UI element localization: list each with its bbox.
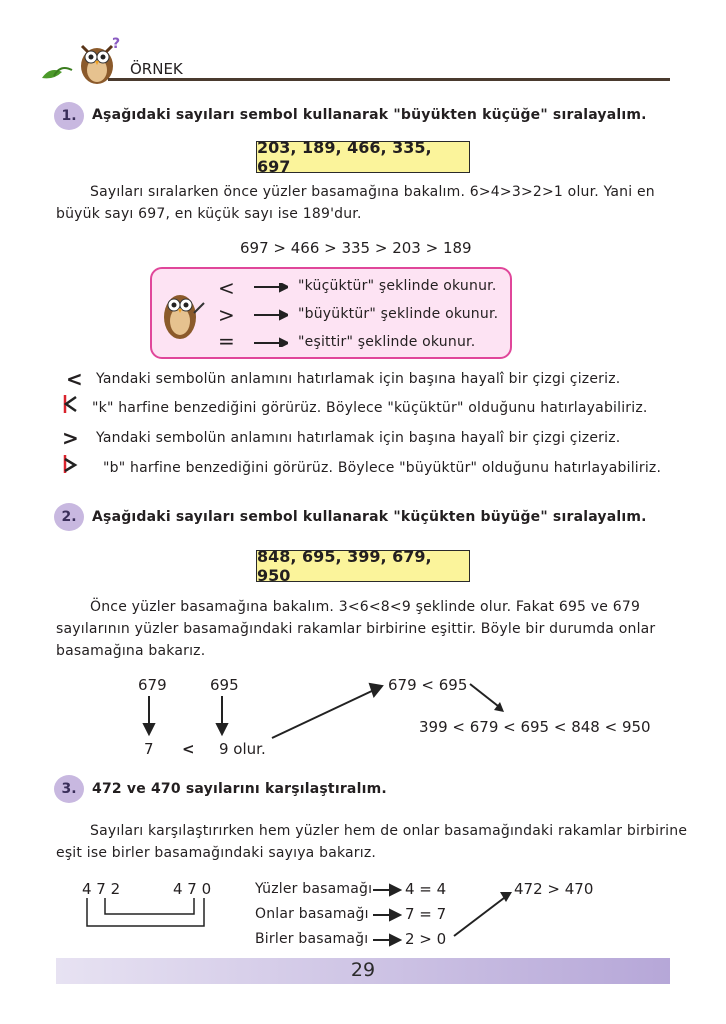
paragraph-line: basamağına bakarız. [56, 643, 206, 659]
place-label: Onlar basamağı [255, 906, 369, 922]
ordering-result: 697 > 466 > 335 > 203 > 189 [240, 239, 472, 257]
ordering-result: 399 < 679 < 695 < 848 < 950 [419, 718, 651, 736]
example-number-badge: 2. [54, 503, 84, 531]
owl-teacher-icon [158, 283, 206, 343]
paragraph-line: sayılarının yüzler basamağındaki rakamlar birbirine eşittir. Böyle bir durumda onlar [56, 621, 656, 637]
page-footer-bar [56, 958, 670, 984]
note-text: Yandaki sembolün anlamını hatırlamak için başına hayalî bir çizgi çizeriz. [96, 430, 621, 446]
less-than-symbol: < [182, 740, 195, 758]
number-b: 4 7 0 [173, 880, 212, 898]
example-number-badge: 3. [54, 775, 84, 803]
symbol-legend-box [150, 267, 512, 359]
example-title: Aşağıdaki sayıları sembol kullanarak "büyükten küçüğe" sıralayalım. [92, 107, 647, 123]
comparison-result: 679 < 695 [388, 676, 468, 694]
tens-digit: 7 [144, 740, 154, 758]
place-label: Birler basamağı [255, 931, 369, 947]
conclusion-result: 472 > 470 [514, 880, 594, 898]
paragraph-line: Önce yüzler basamağına bakalım. 3<6<8<9 şeklinde olur. Fakat 695 ve 679 [90, 599, 641, 615]
header-divider [108, 78, 670, 81]
tens-digit-number: 695 [210, 676, 239, 694]
place-result: 4 = 4 [405, 880, 447, 898]
diagonal-arrow-icon [468, 682, 508, 716]
section-label: ÖRNEK [130, 60, 183, 78]
paragraph-line: Sayıları karşılaştırırken hem yüzler hem de onlar basamağındaki rakamlar birbirine [90, 823, 688, 839]
note-text: "b" harfine benzediğini görürüz. Böylece "büyüktür" olduğunu hatırlayabiliriz. [103, 460, 662, 476]
legend-text: "eşittir" şeklinde okunur. [298, 334, 476, 350]
legend-text: "büyüktür" şeklinde okunur. [298, 306, 499, 322]
legend-symbol: < [218, 276, 235, 300]
svg-text:?: ? [112, 36, 121, 52]
note-text: Yandaki sembolün anlamını hatırlamak için başına hayalî bir çizgi çizeriz. [96, 371, 621, 387]
arrow-icons [252, 283, 288, 347]
b-letter-icon [62, 454, 78, 474]
numbers-box: 203, 189, 466, 335, 697 [256, 141, 470, 173]
k-letter-icon [62, 394, 78, 414]
paragraph-line: büyük sayı 697, en küçük sayı ise 189'dur. [56, 206, 362, 222]
example-title: 472 ve 470 sayılarını karşılaştıralım. [92, 781, 387, 797]
legend-text: "küçüktür" şeklinde okunur. [298, 278, 497, 294]
note-text: "k" harfine benzediğini görürüz. Böylece "küçüktür" olduğunu hatırlayabiliriz. [92, 400, 648, 416]
tens-digit-number: 679 [138, 676, 167, 694]
example-title: Aşağıdaki sayıları sembol kullanarak "küçükten büyüğe" sıralayalım. [92, 509, 647, 525]
example-number-badge: 1. [54, 102, 84, 130]
digit-brackets [80, 896, 220, 930]
place-label: Yüzler basamağı [255, 881, 373, 897]
place-result: 2 > 0 [405, 930, 447, 948]
less-than-symbol: < [66, 367, 83, 391]
conclusion-arrow-icon [452, 890, 516, 940]
page-number: 29 [350, 959, 376, 981]
greater-than-symbol: > [62, 426, 79, 450]
number-a: 4 7 2 [82, 880, 121, 898]
legend-symbol: > [218, 303, 235, 327]
place-result: 7 = 7 [405, 905, 447, 923]
numbers-box: 848, 695, 399, 679, 950 [256, 550, 470, 582]
row-arrow-icons [372, 880, 402, 950]
paragraph-line: Sayıları sıralarken önce yüzler basamağına bakalım. 6>4>3>2>1 olur. Yani en [90, 184, 655, 200]
tens-digit-result: 9 olur. [219, 740, 266, 758]
legend-symbol: = [218, 329, 235, 353]
paragraph-line: eşit ise birler basamağındaki sayıya bakarız. [56, 845, 377, 861]
